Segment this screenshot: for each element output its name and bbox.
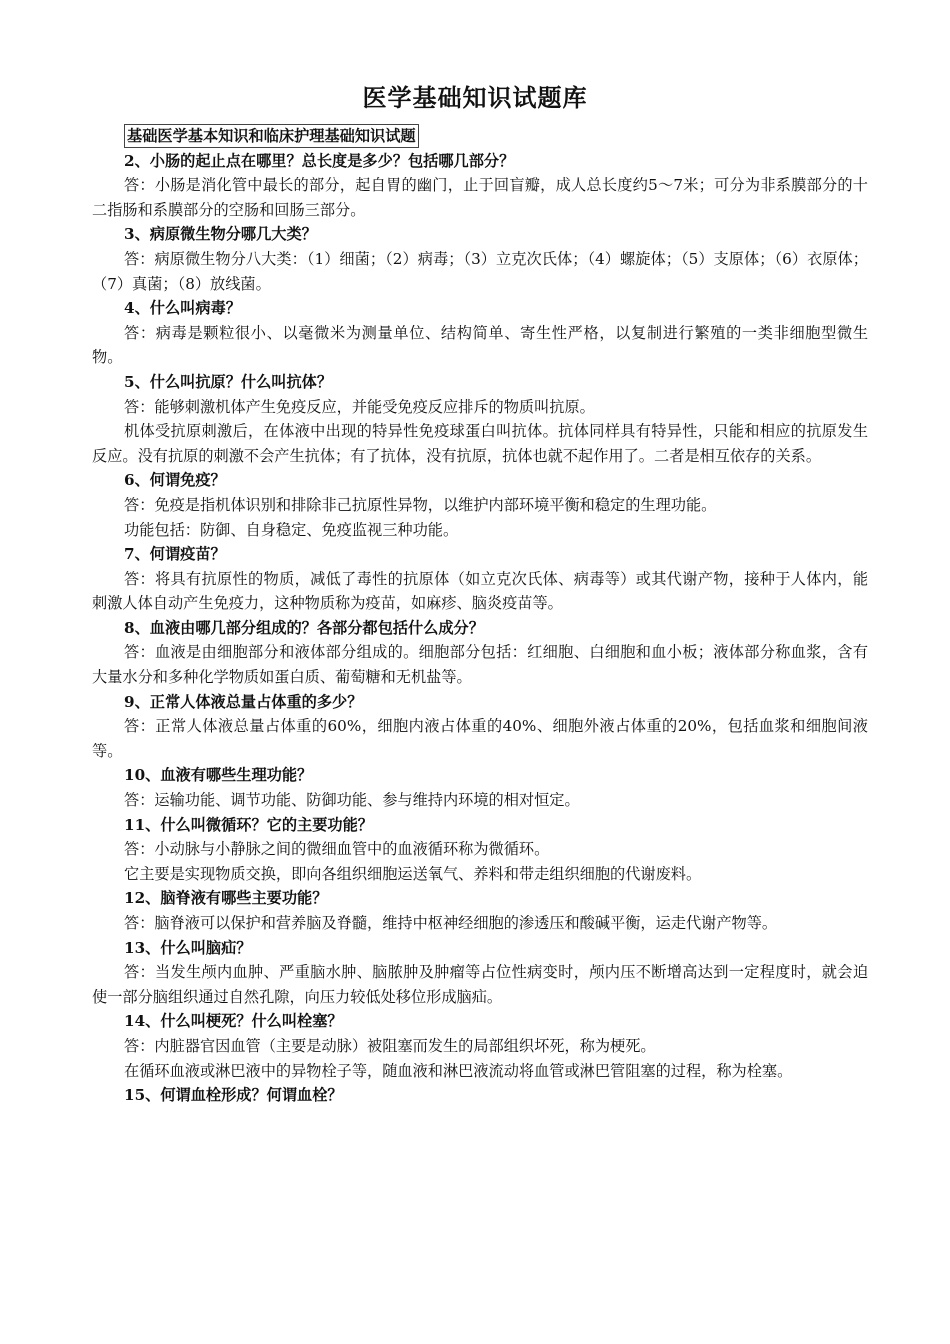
answer-paragraph: 答：运输功能、调节功能、防御功能、参与维持内环境的相对恒定。 [124,791,580,810]
answer-paragraph: 机体受抗原刺激后，在体液中出现的特异性免疫球蛋白叫抗体。抗体同样具有特异性，只能和相应的抗原发生反应。没有抗原的刺激不会产生抗体；有了抗体，没有抗原，抗体也就不起作用了。二者是相互依存的关系。 [92,422,868,465]
question-heading: 14、什么叫梗死？什么叫栓塞？ [124,1012,343,1031]
answer-paragraph: 在循环血液或淋巴液中的异物栓子等，随血液和淋巴液流动将血管或淋巴管阻塞的过程，称为栓塞。 [124,1061,793,1080]
qa-list [92,149,868,1108]
question-heading: 13、什么叫脑疝？ [124,938,252,957]
answer-paragraph: 功能包括：防御、自身稳定、免疫监视三种功能。 [124,520,459,539]
question-heading: 12、脑脊液有哪些主要功能？ [124,889,328,908]
question-heading: 11、什么叫微循环？它的主要功能？ [124,815,373,834]
answer-paragraph: 答：当发生颅内血肿、严重脑水肿、脑脓肿及肿瘤等占位性病变时，颅内压不断增高达到一定程度时，就会迫使一部分脑组织通过自然孔隙，向压力较低处移位形成脑疝。 [92,963,868,1006]
answer-paragraph: 答：脑脊液可以保护和营养脑及脊髓，维持中枢神经细胞的渗透压和酸碱平衡，运走代谢产物等。 [124,914,778,932]
answer-paragraph: 答：小动脉与小静脉之间的微细血管中的血液循环称为微循环。 [124,840,550,859]
document-title: 医学基础知识试题库 [362,83,588,112]
answer-paragraph: 答：免疫是指机体识别和排除非己抗原性异物，以维护内部环境平衡和稳定的生理功能。 [124,495,717,514]
question-heading: 7、何谓疫苗？ [124,545,226,564]
document-body [92,124,868,1108]
question-heading: 3、病原微生物分哪几大类？ [124,225,317,244]
question-heading: 9、正常人体液总量占体重的多少？ [124,692,363,711]
question-heading: 8、血液由哪几部分组成的？各部分都包括什么成分？ [124,618,484,637]
question-heading: 6、何谓免疫？ [124,471,226,490]
answer-paragraph: 答：内脏器官因血管（主要是动脉）被阻塞而发生的局部组织坏死，称为梗死。 [124,1036,656,1055]
answer-paragraph: 答：正常人体液总量占体重的60%，细胞内液占体重的40%、细胞外液占体重的20%，包括血浆和细胞间液等。 [92,717,868,760]
answer-paragraph: 它主要是实现物质交换，即向各组织细胞运送氧气、养料和带走组织细胞的代谢废料。 [124,864,702,883]
answer-paragraph: 答：病原微生物分八大类：（1）细菌；（2）病毒；（3）立克次氏体；（4）螺旋体；（5）支原体；（6）衣原体；（7）真菌；（8）放线菌。 [92,249,868,293]
question-heading: 2、小肠的起止点在哪里？总长度是多少？包括哪几部分？ [124,151,515,170]
question-heading: 10、血液有哪些生理功能？ [124,766,313,785]
answer-paragraph: 答：小肠是消化管中最长的部分，起自胃的幽门，止于回盲瓣，成人总长度约5～7米；可分为非系膜部分的十二指肠和系膜部分的空肠和回肠三部分。 [92,176,868,219]
question-heading: 15、何谓血栓形成？何谓血栓？ [124,1086,343,1105]
question-heading: 4、什么叫病毒？ [124,299,241,318]
question-heading: 5、什么叫抗原？什么叫抗体？ [124,372,333,391]
answer-paragraph: 答：病毒是颗粒很小、以毫微米为测量单位、结构简单、寄生性严格，以复制进行繁殖的一类非细胞型微生物。 [92,323,868,367]
answer-paragraph: 答：血液是由细胞部分和液体部分组成的。细胞部分包括：红细胞、白细胞和血小板；液体部分称血浆，含有大量水分和多种化学物质如蛋白质、葡萄糖和无机盐等。 [92,643,868,687]
answer-paragraph: 答：能够刺激机体产生免疫反应，并能受免疫反应排斥的物质叫抗原。 [124,397,595,416]
document-subtitle: 基础医学基本知识和临床护理基础知识试题 [124,124,419,148]
answer-paragraph: 答：将具有抗原性的物质，减低了毒性的抗原体（如立克次氏体、病毒等）或其代谢产物，接种于人体内，能刺激人体自动产生免疫力，这种物质称为疫苗，如麻疹、脑炎疫苗等。 [92,569,868,613]
